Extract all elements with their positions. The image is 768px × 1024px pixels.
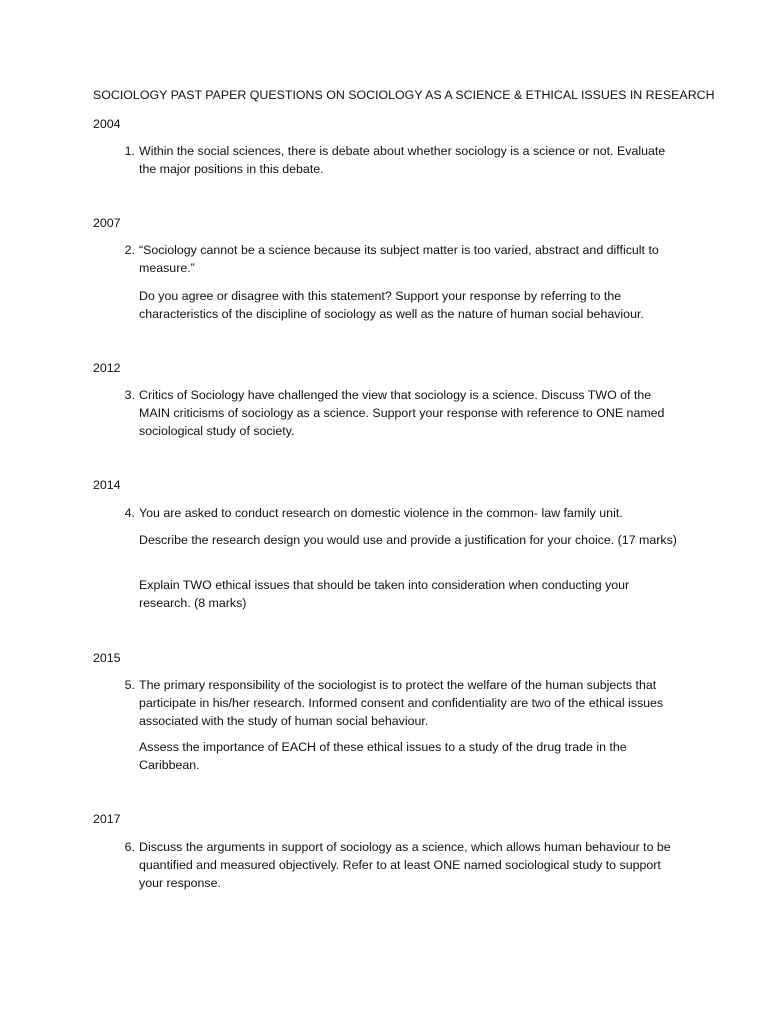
question-text: The primary responsibility of the sociologist is to protect the welfare of the human subjects that participate in his/her research. Informed consent and confidentiality are two of the ethical issues associated with the study of human social behaviour. bbox=[139, 678, 664, 728]
question-5 bbox=[124, 676, 684, 730]
question-number: 1. bbox=[124, 144, 135, 158]
question-number: 6. bbox=[124, 840, 135, 854]
year-heading-2015: 2015 bbox=[93, 651, 121, 665]
question-number: 4. bbox=[124, 506, 135, 520]
year-heading-2014: 2014 bbox=[93, 478, 121, 492]
question-5-paragraph-2: Assess the importance of EACH of these ethical issues to a study of the drug trade in the Caribbean. bbox=[139, 740, 627, 772]
question-text: Within the social sciences, there is debate about whether sociology is a science or not. Evaluate the major positions in this debate. bbox=[139, 144, 666, 176]
year-heading-2012: 2012 bbox=[93, 361, 121, 375]
question-number: 3. bbox=[124, 388, 135, 402]
question-text: Discuss the arguments in support of sociology as a science, which allows human behaviour to be quantified and measured objectively. Refer to at least ONE named sociological study to support your response. bbox=[139, 840, 671, 890]
year-heading-2007: 2007 bbox=[93, 216, 121, 230]
question-1 bbox=[124, 142, 684, 178]
question-text: “Sociology cannot be a science because its subject matter is too varied, abstract and difficult to measure.” bbox=[139, 243, 659, 275]
document-title: SOCIOLOGY PAST PAPER QUESTIONS ON SOCIOLOGY AS A SCIENCE & ETHICAL ISSUES IN RESEARCH bbox=[93, 88, 715, 102]
question-text: Critics of Sociology have challenged the view that sociology is a science. Discuss TWO of the MAIN criticisms of sociology as a science. Support your response with reference to ONE named sociological study of society. bbox=[139, 388, 665, 438]
question-number: 5. bbox=[124, 678, 135, 692]
question-4-paragraph-3: Explain TWO ethical issues that should be taken into consideration when conducting your research. (8 marks) bbox=[139, 578, 630, 610]
question-number: 2. bbox=[124, 243, 135, 257]
question-4 bbox=[124, 504, 684, 522]
question-3 bbox=[124, 386, 684, 440]
year-heading-2017: 2017 bbox=[93, 812, 121, 826]
question-4-paragraph-2: Describe the research design you would use and provide a justification for your choice. (17 marks) bbox=[139, 533, 677, 547]
question-text: You are asked to conduct research on domestic violence in the common- law family unit. bbox=[139, 506, 623, 520]
question-2-paragraph-2: Do you agree or disagree with this statement? Support your response by referring to the characteristics of the discipline of sociology as well as the nature of human social behaviour. bbox=[139, 289, 644, 321]
question-6 bbox=[124, 838, 684, 892]
question-2 bbox=[124, 241, 684, 277]
year-heading-2004: 2004 bbox=[93, 117, 121, 131]
